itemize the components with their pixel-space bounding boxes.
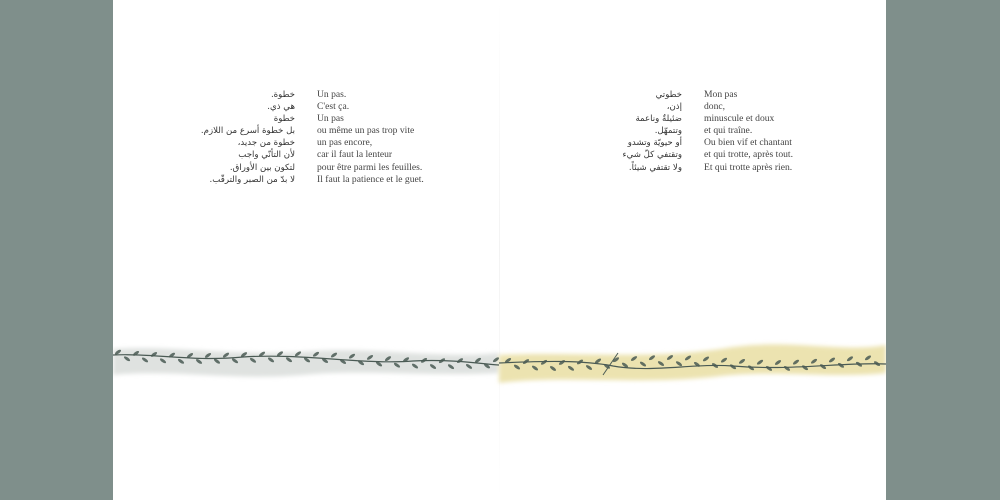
text-line: un pas encore, bbox=[317, 137, 373, 149]
text-line: ou même un pas trop vite bbox=[317, 125, 415, 137]
left-page-french-text bbox=[317, 89, 467, 186]
text-line: وتقتفي كلّ شيء bbox=[622, 150, 682, 161]
text-line: Un pas bbox=[317, 113, 344, 125]
text-line: ولا تقتفي شيئاً. bbox=[628, 162, 682, 173]
text-line: car il faut la lenteur bbox=[317, 149, 393, 161]
right-page-french-text bbox=[704, 89, 824, 174]
text-line: et qui trotte, après tout. bbox=[704, 149, 793, 161]
text-line: donc, bbox=[704, 101, 726, 113]
text-line: لا بدّ من الصبر والترقّب. bbox=[209, 174, 295, 185]
text-line: pour être parmi les feuilles. bbox=[317, 161, 423, 173]
text-line: ضئيلةٌ وناعمة bbox=[635, 114, 682, 125]
text-line: Un pas. bbox=[317, 89, 347, 100]
text-line: خطوة bbox=[273, 114, 295, 125]
text-line: Il faut la patience et le guet. bbox=[317, 173, 424, 185]
book-spread bbox=[113, 0, 886, 500]
text-line: et qui traîne. bbox=[704, 125, 753, 137]
text-line: Et qui trotte après rien. bbox=[704, 161, 793, 173]
left-page-arabic-text bbox=[165, 89, 295, 186]
text-line: Mon pas bbox=[704, 89, 738, 100]
text-line: بل خطوة أسرع من اللازم. bbox=[200, 126, 295, 137]
page-gutter bbox=[499, 0, 500, 500]
text-line: Ou bien vif et chantant bbox=[704, 137, 792, 149]
text-line: خطوة. bbox=[270, 90, 295, 100]
text-line: لأن التأنّي واجب bbox=[238, 150, 295, 161]
text-line: خطوة من جديد، bbox=[237, 138, 295, 149]
text-line: وتتمهّل. bbox=[654, 126, 682, 137]
text-line: إذن، bbox=[666, 102, 682, 113]
yellow-watercolor-wash bbox=[499, 344, 886, 383]
text-line: أو حيويّة وتشدو bbox=[627, 138, 682, 149]
right-page-arabic-text bbox=[562, 89, 682, 174]
vine-illustration bbox=[113, 335, 886, 395]
text-line: C'est ça. bbox=[317, 101, 350, 113]
text-line: خطوتي bbox=[655, 90, 682, 100]
text-line: هي ذي. bbox=[267, 102, 295, 113]
text-line: لتكون بين الأوراق. bbox=[229, 162, 295, 173]
text-line: minuscule et doux bbox=[704, 113, 775, 125]
